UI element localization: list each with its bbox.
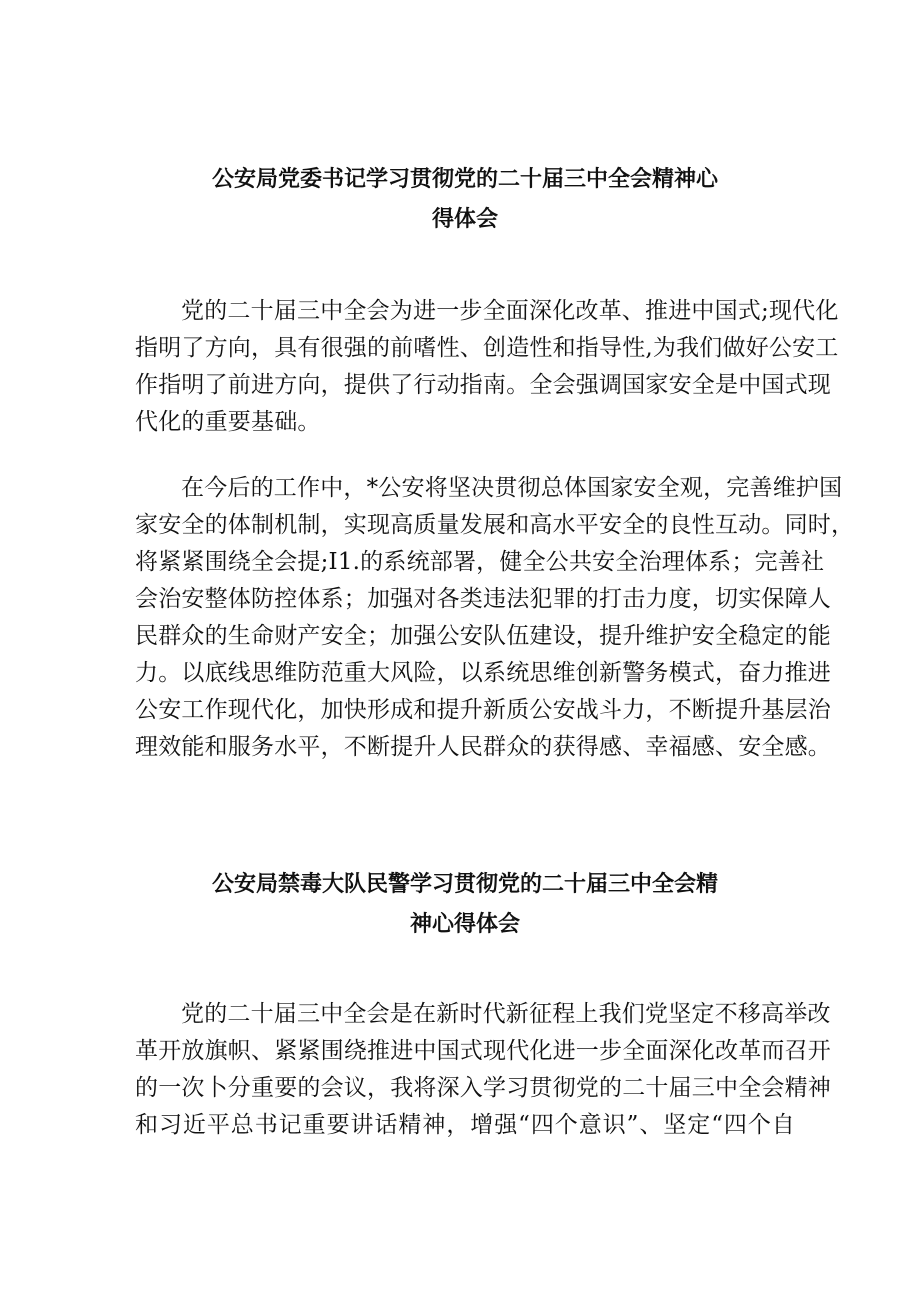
paragraph-line: 在今后的工作中，*公安将坚决贯彻总体国家安全观，完善维护国	[181, 475, 843, 501]
paragraph-line: 革开放旗帜、紧紧围绕推进中国式现代化进一步全面深化改革而召开	[135, 1038, 831, 1064]
paragraph-line: 公安工作现代化，加快形成和提升新质公安战斗力，不断提升基层治	[135, 697, 831, 723]
title-line: 公安局禁毒大队民警学习贯彻党的二十届三中全会精	[211, 872, 718, 897]
title-line: 神心得体会	[409, 912, 520, 937]
article-title	[135, 865, 795, 945]
paragraph-line: 将紧紧围绕全会提;I1.的系统部署，健全公共安全治理体系；完善社	[135, 549, 825, 575]
paragraph-line: 力。以底线思维防范重大风险，以系统思维创新警务模式，奋力推进	[135, 660, 831, 686]
article-2-paragraph-1	[135, 996, 831, 1144]
paragraph-line: 的一次卜分重要的会议，我将深入学习贯彻党的二十届三中全会精神	[135, 1075, 831, 1101]
paragraph-line: 民群众的生命财产安全；加强公安队伍建设，提升维护安全稳定的能	[135, 623, 831, 649]
paragraph-line: 会治安整体防控体系；加强对各类违法犯罪的打击力度，切实保障人	[135, 586, 831, 612]
paragraph-line: 理效能和服务水平，不断提升人民群众的获得感、幸福感、安全感。	[135, 734, 831, 760]
article-1-paragraph-2	[135, 470, 855, 766]
paragraph-line: 家安全的体制机制，实现高质量发展和高水平安全的良性互动。同时，	[135, 512, 855, 538]
paragraph-line: 指明了方向，具有很强的前嗜性、创造性和指导性,为我们做好公安工	[135, 335, 839, 361]
article-1-paragraph-1	[135, 293, 839, 441]
title-line: 公安局党委书记学习贯彻党的二十届三中全会精神心	[211, 167, 718, 192]
paragraph-line: 党的二十届三中全会为进一步全面深化改革、推进中国式;现代化	[181, 298, 839, 324]
paragraph-line: 和习近平总书记重要讲话精神，增强“四个意识”、坚定“四个自	[135, 1112, 795, 1138]
paragraph-line: 党的二十届三中全会是在新时代新征程上我们党坚定不移高举改	[181, 1001, 831, 1027]
article-title	[135, 160, 795, 240]
article-2-title	[135, 865, 795, 945]
title-line: 得体会	[431, 207, 498, 232]
paragraph-line: 作指明了前进方向，提供了行动指南。全会强调国家安全是中国式现	[135, 372, 831, 398]
article-1-title	[135, 160, 795, 240]
paragraph-line: 代化的重要基础。	[135, 409, 321, 435]
